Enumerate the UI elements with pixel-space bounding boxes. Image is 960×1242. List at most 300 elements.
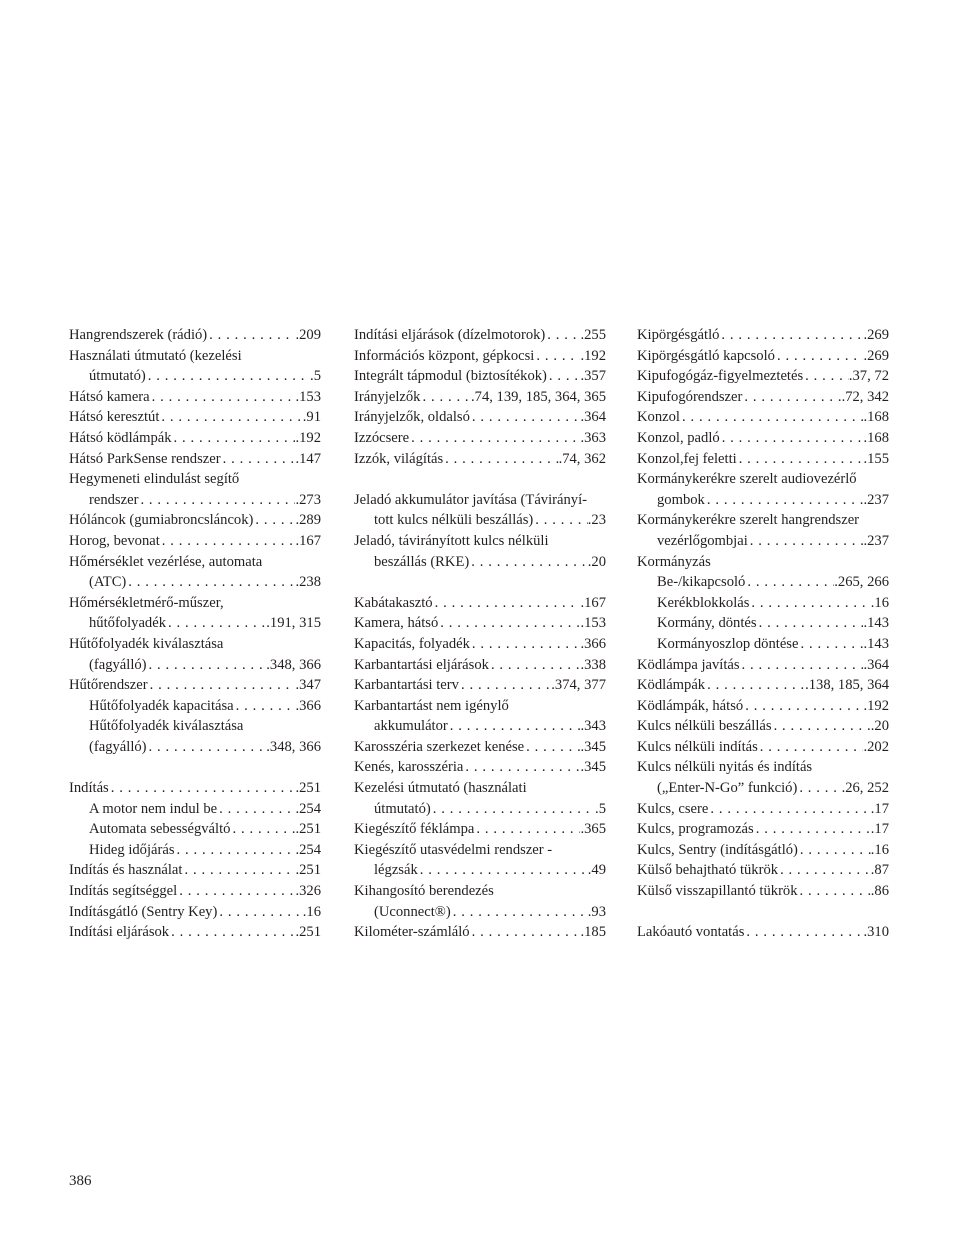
dot-leader <box>749 593 870 614</box>
entry-text: Kiegészítő utasvédelmi rendszer - <box>354 841 553 858</box>
page-ref: .138, 185, 364 <box>805 677 889 694</box>
index-line <box>69 366 321 387</box>
index-line <box>354 860 606 881</box>
index-entry <box>354 778 606 819</box>
dot-leader <box>470 407 581 428</box>
dot-leader <box>743 696 863 717</box>
dot-leader <box>431 799 595 820</box>
page-ref: .347 <box>295 677 321 694</box>
index-line <box>69 799 321 820</box>
entry-text: Kulcs nélküli beszállás <box>637 718 772 735</box>
index-entry <box>637 552 889 593</box>
page-ref: .26, 252 <box>841 780 889 797</box>
page-ref: .5 <box>310 368 321 385</box>
dot-leader <box>253 510 295 531</box>
index-entry <box>69 552 321 593</box>
entry-text: Hűtőfolyadék kapacitása <box>89 697 234 714</box>
page-ref: .251 <box>295 780 321 797</box>
entry-text: Irányjelzők, oldalsó <box>354 409 470 426</box>
index-line <box>354 552 606 573</box>
page-ref: .168 <box>863 409 889 426</box>
index-entry <box>354 346 606 367</box>
index-entry <box>354 881 606 922</box>
dot-leader <box>798 634 863 655</box>
index-entry <box>637 366 889 387</box>
index-line <box>354 634 606 655</box>
page-ref: .265, 266 <box>834 574 889 591</box>
entry-text: Kulcs nélküli nyitás és indítás <box>637 759 813 776</box>
index-line <box>69 675 321 696</box>
page-ref: .192 <box>863 697 889 714</box>
index-entry <box>69 675 321 696</box>
entry-text: (ATC) <box>89 574 127 591</box>
entry-text: (Uconnect®) <box>374 903 451 920</box>
dot-leader <box>443 449 558 470</box>
index-line <box>637 346 889 367</box>
dot-leader <box>146 366 310 387</box>
page-ref: .192 <box>295 429 321 446</box>
page-ref: .74, 362 <box>558 450 606 467</box>
entry-text: Kulcs, Sentry (indításgátló) <box>637 841 798 858</box>
dot-leader <box>438 613 580 634</box>
index-line <box>69 922 321 943</box>
index-entry <box>637 655 889 676</box>
index-line <box>354 902 606 923</box>
index-entry <box>637 716 889 737</box>
entry-text: Indítás segítséggel <box>69 883 178 900</box>
dot-leader <box>705 490 864 511</box>
index-line <box>69 613 321 634</box>
dot-leader <box>745 572 834 593</box>
index-entry <box>69 860 321 881</box>
page-ref: .93 <box>587 903 606 920</box>
page-ref: .364 <box>580 409 606 426</box>
index-line <box>354 881 606 902</box>
dot-leader <box>418 860 588 881</box>
index-entry <box>637 922 889 943</box>
entry-text: Kormányoszlop döntése <box>657 635 799 652</box>
dot-leader <box>798 881 871 902</box>
page-ref: .269 <box>863 327 889 343</box>
index-line <box>354 922 606 943</box>
entry-text: Kormány, döntés <box>657 615 757 632</box>
index-entry <box>69 696 321 717</box>
page-ref: .72, 342 <box>841 388 889 405</box>
index-column-1 <box>69 325 321 943</box>
index-entry <box>69 593 321 634</box>
index-line <box>354 449 606 470</box>
dot-leader <box>757 613 864 634</box>
index-line <box>354 655 606 676</box>
dot-leader <box>433 593 581 614</box>
dot-leader <box>126 572 295 593</box>
page-ref: .86 <box>870 883 889 900</box>
page-ref: .363 <box>580 429 606 446</box>
page-ref: .345 <box>580 759 606 776</box>
entry-text: Kamera, hátsó <box>354 615 439 632</box>
page-ref: .202 <box>863 738 889 755</box>
entry-text: Hideg időjárás <box>89 841 175 858</box>
dot-leader <box>775 346 864 367</box>
index-entry <box>69 716 321 757</box>
index-line <box>637 325 889 346</box>
entry-text: Hátsó ködlámpák <box>69 429 172 446</box>
dot-leader <box>451 902 588 923</box>
page-ref: .273 <box>295 491 321 508</box>
index-line <box>354 819 606 840</box>
index-entry <box>637 469 889 510</box>
index-entry <box>354 675 606 696</box>
index-entry <box>354 449 606 470</box>
index-line <box>354 510 606 531</box>
index-line <box>637 490 889 511</box>
dot-leader <box>705 675 805 696</box>
entry-text: Konzol, padló <box>637 429 720 446</box>
index-line <box>637 696 889 717</box>
page-ref: .338 <box>580 656 606 673</box>
entry-text: Ködlámpák <box>637 677 706 694</box>
dot-leader <box>798 840 871 861</box>
page-ref: .143 <box>863 615 889 632</box>
index-line <box>354 675 606 696</box>
page-ref: .269 <box>863 347 889 364</box>
dot-leader <box>778 860 871 881</box>
dot-leader <box>754 819 871 840</box>
entry-text: akkumulátor <box>374 718 448 735</box>
page-ref: .366 <box>580 635 606 652</box>
entry-text: útmutató) <box>374 800 431 817</box>
dot-leader <box>147 655 267 676</box>
dot-leader <box>159 407 302 428</box>
dot-leader <box>742 387 841 408</box>
dot-leader <box>177 881 295 902</box>
index-line <box>637 655 889 676</box>
page-ref: .255 <box>580 327 606 343</box>
index-line <box>637 922 889 943</box>
entry-text: Használati útmutató (kezelési <box>69 347 242 364</box>
page-ref: .16 <box>302 903 321 920</box>
index-entry <box>354 366 606 387</box>
index-line <box>69 428 321 449</box>
page-ref: .20 <box>870 718 889 735</box>
index-entry <box>637 696 889 717</box>
index-entry <box>637 840 889 861</box>
index-entry <box>354 490 606 531</box>
index-entry <box>354 387 606 408</box>
index-line <box>69 737 321 758</box>
index-line <box>69 531 321 552</box>
entry-text: Indítási eljárások <box>69 924 170 941</box>
index-entry <box>637 799 889 820</box>
dot-leader <box>533 510 587 531</box>
dot-leader <box>169 922 295 943</box>
page-ref: .238 <box>295 574 321 591</box>
index-entry <box>69 799 321 820</box>
index-line <box>354 593 606 614</box>
index-entry <box>69 449 321 470</box>
index-line <box>637 799 889 820</box>
index-line <box>354 737 606 758</box>
entry-text: A motor nem indul be <box>89 800 218 817</box>
entry-text: vezérlőgombjai <box>657 532 748 549</box>
index-line <box>69 490 321 511</box>
page-ref: .374, 377 <box>551 677 606 694</box>
dot-leader <box>772 716 871 737</box>
page-ref: .5 <box>595 800 606 817</box>
entry-text: Be-/kikapcsoló <box>657 574 746 591</box>
page-ref: .192 <box>580 347 606 364</box>
entry-text: Hóláncok (gumiabroncsláncok) <box>69 512 254 529</box>
page-ref: .343 <box>580 718 606 735</box>
entry-text: Kerékblokkolás <box>657 594 750 611</box>
index-entry <box>637 757 889 798</box>
dot-leader <box>470 634 581 655</box>
page-ref: .16 <box>870 841 889 858</box>
index-entry <box>69 819 321 840</box>
page-ref: .87 <box>870 862 889 879</box>
page-ref: .17 <box>870 821 889 838</box>
index-line <box>637 593 889 614</box>
index-entry <box>354 613 606 634</box>
entry-text: Hátsó ParkSense rendszer <box>69 450 221 467</box>
index-line <box>637 449 889 470</box>
dot-leader <box>524 737 580 758</box>
index-line <box>69 572 321 593</box>
index-line <box>637 366 889 387</box>
page-number: 386 <box>69 1173 92 1189</box>
entry-text: (fagyálló) <box>89 656 147 673</box>
dot-leader <box>545 325 580 346</box>
index-line <box>354 696 606 717</box>
index-entry <box>637 737 889 758</box>
index-line <box>637 407 889 428</box>
entry-text: Integrált tápmodul (biztosítékok) <box>354 368 547 385</box>
dot-leader <box>463 757 580 778</box>
dot-leader <box>534 346 580 367</box>
index-line <box>69 778 321 799</box>
dot-leader <box>409 428 580 449</box>
entry-text: beszállás (RKE) <box>374 553 470 570</box>
index-line <box>69 552 321 573</box>
index-entry <box>637 346 889 367</box>
dot-leader <box>748 531 864 552</box>
page-ref: .357 <box>580 368 606 385</box>
index-entry <box>354 428 606 449</box>
entry-text: Információs központ, gépkocsi <box>354 347 535 364</box>
entry-text: Kapacitás, folyadék <box>354 635 470 652</box>
dot-leader <box>740 655 864 676</box>
page-ref: .310 <box>863 924 889 941</box>
entry-text: Hátsó keresztút <box>69 409 160 426</box>
entry-text: Hőmérséklet vezérlése, automata <box>69 553 263 570</box>
page-ref: .17 <box>870 800 889 817</box>
entry-text: Hátsó kamera <box>69 388 150 405</box>
index-entry <box>354 593 606 614</box>
entry-text: Kenés, karosszéria <box>354 759 464 776</box>
index-line <box>69 346 321 367</box>
index-entry <box>354 531 606 572</box>
entry-text: hűtőfolyadék <box>89 615 167 632</box>
entry-text: Kipörgésgátló <box>637 327 720 343</box>
entry-text: útmutató) <box>89 368 146 385</box>
index-line <box>354 613 606 634</box>
dot-leader <box>797 778 841 799</box>
dot-leader <box>744 922 863 943</box>
entry-text: Kihangosító berendezés <box>354 883 494 900</box>
index-line <box>69 387 321 408</box>
entry-text: Külső behajtható tükrök <box>637 862 779 879</box>
entry-text: Kezelési útmutató (használati <box>354 780 527 797</box>
index-entry <box>69 387 321 408</box>
entry-text: Külső visszapillantó tükrök <box>637 883 798 900</box>
page-ref: .185 <box>580 924 606 941</box>
index-entry <box>637 449 889 470</box>
index-line <box>637 675 889 696</box>
dot-leader <box>719 325 863 346</box>
index-line <box>637 840 889 861</box>
index-entry <box>69 510 321 531</box>
dot-leader <box>207 325 295 346</box>
entry-text: Irányjelzők <box>354 388 421 405</box>
index-line <box>354 490 606 511</box>
page-ref: .251 <box>295 862 321 879</box>
dot-leader <box>234 696 296 717</box>
index-entry <box>637 634 889 655</box>
page-ref: .254 <box>295 800 321 817</box>
index-line <box>637 572 889 593</box>
dot-leader <box>138 490 295 511</box>
index-entry <box>637 428 889 449</box>
dot-leader <box>166 613 266 634</box>
index-entry <box>637 860 889 881</box>
entry-text: Kulcs, csere <box>637 800 709 817</box>
index-entry <box>354 655 606 676</box>
page-ref: .366 <box>295 697 321 714</box>
page-ref: .16 <box>870 594 889 611</box>
index-line <box>637 428 889 449</box>
index-entry <box>354 757 606 778</box>
index-entry <box>354 840 606 881</box>
index-line <box>69 449 321 470</box>
index-line <box>354 387 606 408</box>
page-ref: .74, 139, 185, 364, 365 <box>471 388 606 405</box>
dot-leader <box>160 531 296 552</box>
index-line <box>354 840 606 861</box>
index-line <box>69 819 321 840</box>
index-entry <box>637 613 889 634</box>
entry-text: Kabátakasztó <box>354 594 433 611</box>
dot-leader <box>217 902 302 923</box>
page-ref: .147 <box>295 450 321 467</box>
index-entry <box>354 696 606 737</box>
index-entry <box>69 469 321 510</box>
dot-leader <box>109 778 296 799</box>
dot-leader <box>150 387 296 408</box>
index-entry <box>354 634 606 655</box>
entry-text: Indításgátló (Sentry Key) <box>69 903 218 920</box>
page-ref: .209 <box>295 327 321 343</box>
page-ref: .168 <box>863 429 889 446</box>
index-entry <box>354 922 606 943</box>
dot-leader <box>217 799 295 820</box>
dot-leader <box>708 799 870 820</box>
dot-leader <box>737 449 864 470</box>
page-ref: .143 <box>863 635 889 652</box>
index-line <box>637 531 889 552</box>
entry-text: Kulcs nélküli indítás <box>637 738 758 755</box>
entry-text: Hőmérsékletmérő-műszer, <box>69 594 224 611</box>
index-entry <box>69 428 321 449</box>
index-line <box>69 469 321 490</box>
index-line <box>637 634 889 655</box>
index-line <box>69 716 321 737</box>
entry-gap <box>354 469 606 490</box>
entry-text: („Enter-N-Go” funkció) <box>657 780 798 797</box>
index-entry <box>354 407 606 428</box>
dot-leader <box>147 737 267 758</box>
entry-text: Jeladó, távirányított kulcs nélküli <box>354 532 549 549</box>
index-entry <box>69 407 321 428</box>
page-ref: .153 <box>295 388 321 405</box>
entry-text: Indítás <box>69 780 109 797</box>
index-line <box>69 634 321 655</box>
index-line <box>354 757 606 778</box>
entry-text: Kipörgésgátló kapcsoló <box>637 347 775 364</box>
index-line <box>637 613 889 634</box>
index-line <box>69 696 321 717</box>
entry-text: Izzók, világítás <box>354 450 444 467</box>
entry-text: Hangrendszerek (rádió) <box>69 327 208 343</box>
index-line <box>637 778 889 799</box>
page-ref: .23 <box>587 512 606 529</box>
entry-gap <box>637 902 889 923</box>
page-ref: .348, 366 <box>266 656 321 673</box>
entry-text: Karosszéria szerkezet kenése <box>354 738 525 755</box>
index-line <box>69 325 321 346</box>
entry-text: Izzócsere <box>354 429 410 446</box>
entry-text: légzsák <box>374 862 418 879</box>
index-line <box>637 469 889 490</box>
dot-leader <box>680 407 863 428</box>
dot-leader <box>547 366 581 387</box>
entry-text: Indítás és használat <box>69 862 183 879</box>
index-entry <box>69 346 321 387</box>
index-line <box>69 902 321 923</box>
index-line <box>354 799 606 820</box>
index-line <box>637 881 889 902</box>
dot-leader <box>172 428 296 449</box>
dot-leader <box>221 449 296 470</box>
page-ref: .167 <box>580 594 606 611</box>
page-ref: .20 <box>587 553 606 570</box>
entry-text: Kormányzás <box>637 553 711 570</box>
dot-leader <box>470 922 581 943</box>
dot-leader <box>420 387 471 408</box>
index-entry <box>637 675 889 696</box>
index-line <box>69 510 321 531</box>
page-ref: .251 <box>295 924 321 941</box>
page-ref: .91 <box>302 409 321 426</box>
index-entry <box>637 819 889 840</box>
entry-text: Hűtőrendszer <box>69 677 148 694</box>
entry-text: Konzol <box>637 409 680 426</box>
index-line <box>637 552 889 573</box>
index-entry <box>354 737 606 758</box>
page-ref: .237 <box>863 491 889 508</box>
dot-leader <box>474 819 580 840</box>
index-entry <box>637 881 889 902</box>
page-ref: .289 <box>295 512 321 529</box>
